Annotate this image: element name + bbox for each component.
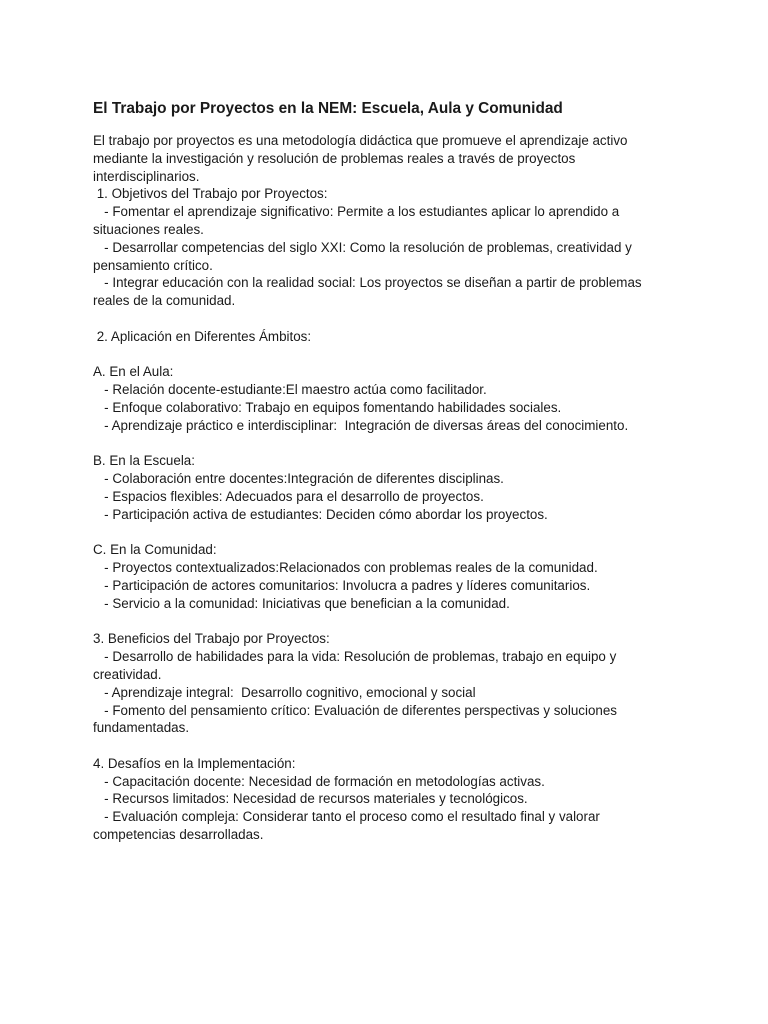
text-line: - Aprendizaje integral: Desarrollo cognitivo, emocional y social bbox=[93, 684, 476, 700]
text-line bbox=[93, 613, 693, 631]
text-line: - Fomentar el aprendizaje significativo: Permite a los estudiantes aplicar lo aprendido a bbox=[93, 204, 620, 220]
text-line: 3. Beneficios del Trabajo por Proyectos: bbox=[93, 631, 330, 647]
text-line: 4. Desafíos en la Implementación: bbox=[93, 755, 296, 771]
text-line: - Colaboración entre docentes:Integración de diferentes disciplinas. bbox=[93, 471, 504, 487]
text-line bbox=[93, 435, 693, 453]
text-line: - Aprendizaje práctico e interdisciplinar: Integración de diversas áreas del conocimiento. bbox=[93, 417, 629, 433]
text-line: - Relación docente-estudiante:El maestro actúa como facilitador. bbox=[93, 382, 487, 398]
text-line: A. En el Aula: bbox=[93, 364, 174, 380]
text-line: interdisciplinarios. bbox=[93, 168, 200, 184]
text-line: 1. Objetivos del Trabajo por Proyectos: bbox=[93, 186, 328, 202]
text-line bbox=[93, 346, 693, 364]
text-line: reales de la comunidad. bbox=[93, 293, 236, 309]
text-line: 2. Aplicación en Diferentes Ámbitos: bbox=[93, 328, 312, 344]
text-line: - Desarrollar competencias del siglo XXI: Como la resolución de problemas, creatividad y bbox=[93, 239, 632, 255]
text-line: - Proyectos contextualizados:Relacionados con problemas reales de la comunidad. bbox=[93, 560, 598, 576]
text-line: - Participación de actores comunitarios: Involucra a padres y líderes comunitarios. bbox=[93, 577, 591, 593]
text-line: situaciones reales. bbox=[93, 221, 204, 237]
text-line: fundamentadas. bbox=[93, 720, 190, 736]
text-line: - Participación activa de estudiantes: Deciden cómo abordar los proyectos. bbox=[93, 506, 548, 522]
document-page bbox=[93, 99, 693, 844]
text-line bbox=[93, 737, 693, 755]
text-line: B. En la Escuela: bbox=[93, 453, 195, 469]
text-line: mediante la investigación y resolución de problemas reales a través de proyectos bbox=[93, 150, 576, 166]
text-line: - Espacios flexibles: Adecuados para el desarrollo de proyectos. bbox=[93, 488, 484, 504]
text-line: El trabajo por proyectos es una metodología didáctica que promueve el aprendizaje activo bbox=[93, 133, 628, 148]
text-line: - Servicio a la comunidad: Iniciativas que benefician a la comunidad. bbox=[93, 595, 510, 611]
text-line: - Enfoque colaborativo: Trabajo en equipos fomentando habilidades sociales. bbox=[93, 399, 562, 415]
text-line: - Evaluación compleja: Considerar tanto el proceso como el resultado final y valorar bbox=[93, 809, 600, 825]
text-line: - Recursos limitados: Necesidad de recursos materiales y tecnológicos. bbox=[93, 791, 528, 807]
text-line: competencias desarrolladas. bbox=[93, 827, 264, 843]
text-line: - Capacitación docente: Necesidad de formación en metodologías activas. bbox=[93, 773, 545, 789]
text-line: C. En la Comunidad: bbox=[93, 542, 217, 558]
text-line bbox=[93, 524, 693, 542]
document-body bbox=[93, 132, 693, 844]
text-line: creatividad. bbox=[93, 666, 162, 682]
text-line bbox=[93, 310, 693, 328]
text-line: pensamiento crítico. bbox=[93, 257, 213, 273]
text-line: - Fomento del pensamiento crítico: Evaluación de diferentes perspectivas y soluciones bbox=[93, 702, 618, 718]
text-line: - Desarrollo de habilidades para la vida: Resolución de problemas, trabajo en equipo y bbox=[93, 649, 617, 665]
document-title: El Trabajo por Proyectos en la NEM: Escuela, Aula y Comunidad bbox=[93, 100, 563, 117]
text-line: - Integrar educación con la realidad social: Los proyectos se diseñan a partir de problemas bbox=[93, 275, 642, 291]
